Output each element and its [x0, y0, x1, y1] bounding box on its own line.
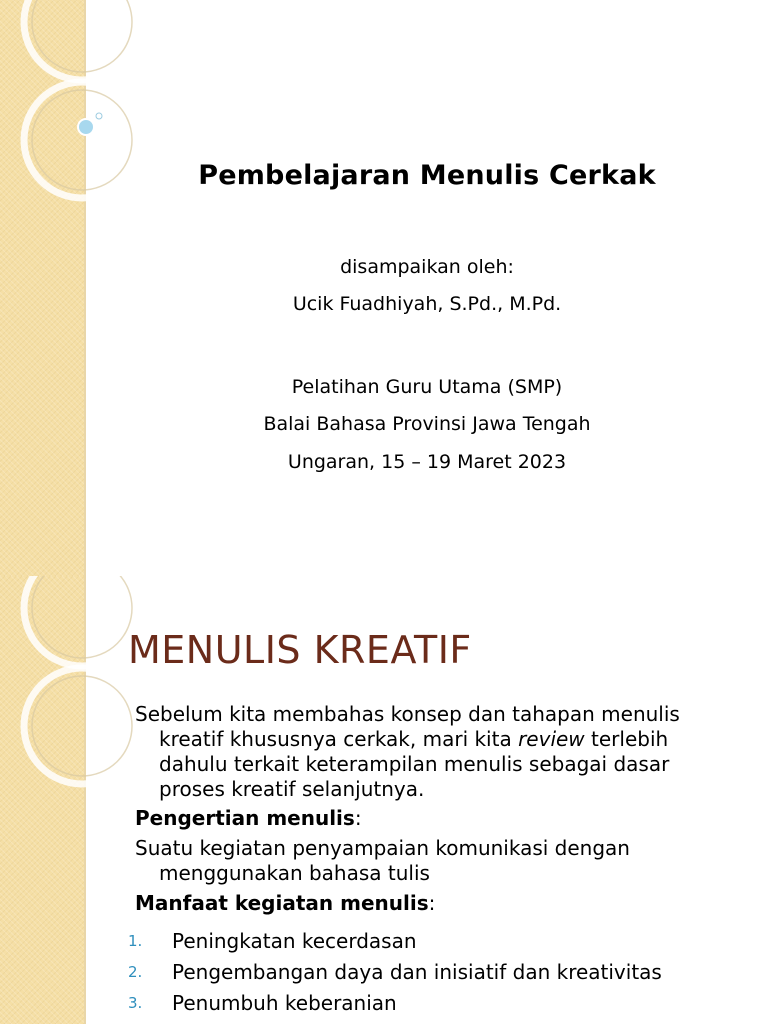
intro-paragraph — [135, 702, 735, 802]
list-item — [128, 926, 748, 957]
decorative-rings-icon — [0, 0, 200, 250]
content-slide — [0, 576, 768, 1024]
event-name: Pelatihan Guru Utama (SMP) — [291, 376, 563, 398]
list-item — [128, 988, 748, 1019]
list-number: 1. — [128, 932, 143, 950]
intro-italic-word: review — [518, 727, 585, 751]
definition-heading: Pengertian menulis — [135, 806, 355, 830]
benefits-heading-line — [135, 891, 735, 916]
presentation-title: Pembelajaran Menulis Cerkak — [198, 160, 656, 191]
list-item-text: Pengembangan daya dan inisiatif dan kreativitas — [172, 960, 662, 984]
list-item — [128, 957, 748, 988]
definition-paragraph: Suatu kegiatan penyampaian komunikasi dengan menggunakan bahasa tulis — [135, 836, 630, 885]
list-number: 2. — [128, 963, 143, 981]
slide-title: MENULIS KREATIF — [128, 628, 472, 672]
list-item-text: Penumbuh keberanian — [172, 991, 397, 1015]
benefits-colon: : — [428, 891, 436, 915]
definition-colon: : — [354, 806, 362, 830]
benefits-list — [128, 926, 748, 1019]
benefits-heading: Manfaat kegiatan menulis — [135, 891, 429, 915]
place-and-date: Ungaran, 15 – 19 Maret 2023 — [287, 451, 567, 473]
presenter-name: Ucik Fuadhiyah, S.Pd., M.Pd. — [292, 293, 562, 315]
list-item-text: Peningkatan kecerdasan — [172, 929, 417, 953]
slide-body — [135, 702, 735, 916]
list-number: 3. — [128, 994, 143, 1012]
intro-text: Sebelum kita membahas konsep dan tahapan menulis kreatif khususnya cerkak, mari kita — [135, 702, 680, 751]
organizer-name: Balai Bahasa Provinsi Jawa Tengah — [263, 413, 591, 435]
intro-text-end: terlebih dahulu terkait keterampilan menulis sebagai dasar proses kreatif selanjutnya. — [159, 727, 670, 801]
definition-heading-line — [135, 806, 735, 831]
presented-by-label: disampaikan oleh: — [340, 256, 514, 278]
